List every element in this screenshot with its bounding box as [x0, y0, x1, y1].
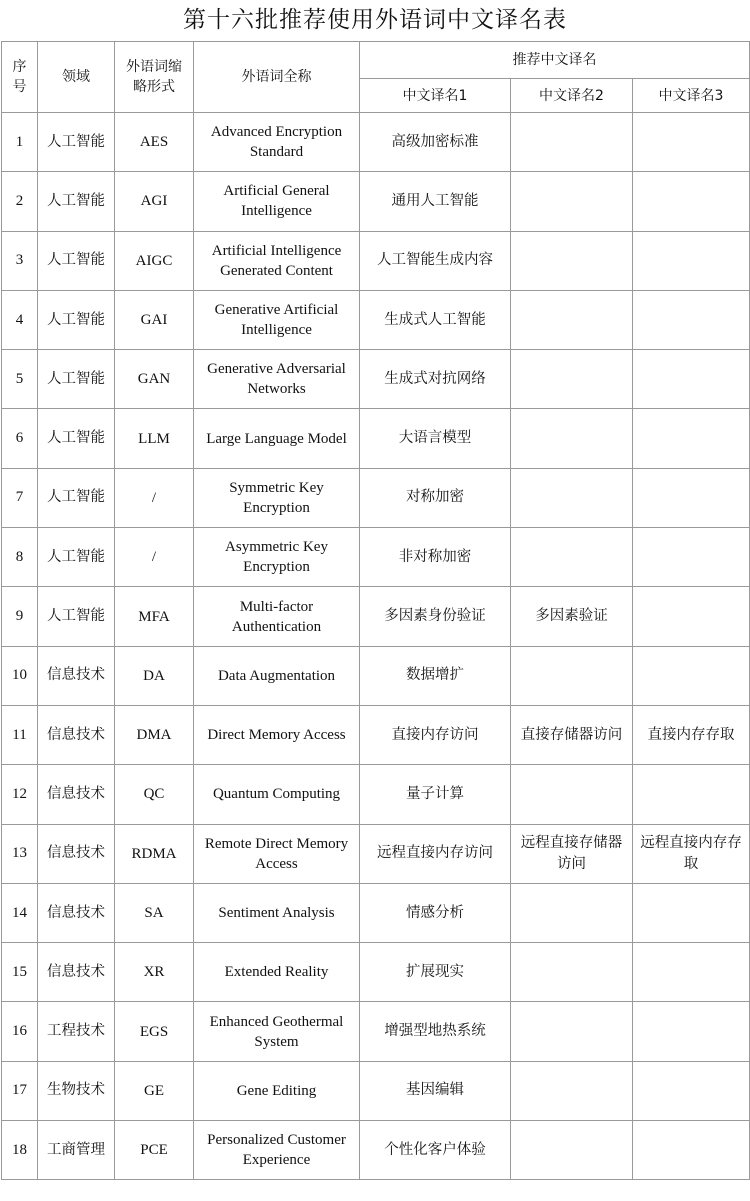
table-row: [2, 943, 750, 1002]
cell-full-name: Symmetric Key Encryption: [194, 468, 360, 527]
cell-zh1: 个性化客户体验: [360, 1121, 511, 1180]
cell-index: 8: [2, 528, 38, 587]
cell-index: 11: [2, 705, 38, 764]
header-index: [2, 42, 38, 113]
table-row: [2, 646, 750, 705]
cell-full-name: Quantum Computing: [194, 765, 360, 824]
cell-index: 17: [2, 1061, 38, 1120]
cell-zh1: 量子计算: [360, 765, 511, 824]
cell-domain: 信息技术: [38, 705, 115, 764]
cell-zh1: 大语言模型: [360, 409, 511, 468]
header-recommended-group: 推荐中文译名: [360, 42, 750, 79]
cell-abbr: AIGC: [115, 231, 194, 290]
cell-full-name: Personalized Customer Experience: [194, 1121, 360, 1180]
cell-zh3: [633, 883, 750, 942]
cell-abbr: AGI: [115, 172, 194, 231]
cell-index: 12: [2, 765, 38, 824]
cell-full-name: Extended Reality: [194, 943, 360, 1002]
cell-domain: 信息技术: [38, 765, 115, 824]
cell-zh1: 基因编辑: [360, 1061, 511, 1120]
cell-index: 14: [2, 883, 38, 942]
cell-domain: 工程技术: [38, 1002, 115, 1061]
cell-abbr: GE: [115, 1061, 194, 1120]
cell-zh3: 远程直接内存存取: [633, 824, 750, 883]
cell-domain: 人工智能: [38, 409, 115, 468]
cell-zh1: 扩展现实: [360, 943, 511, 1002]
cell-zh1: 人工智能生成内容: [360, 231, 511, 290]
cell-zh2: [511, 231, 633, 290]
table-body: [2, 113, 750, 1180]
cell-zh3: [633, 943, 750, 1002]
table-row: [2, 409, 750, 468]
cell-abbr: DA: [115, 646, 194, 705]
cell-full-name: Data Augmentation: [194, 646, 360, 705]
cell-zh3: [633, 290, 750, 349]
cell-index: 7: [2, 468, 38, 527]
cell-abbr: /: [115, 468, 194, 527]
cell-index: 15: [2, 943, 38, 1002]
cell-zh3: [633, 646, 750, 705]
table-row: [2, 587, 750, 646]
cell-index: 9: [2, 587, 38, 646]
cell-zh2: [511, 350, 633, 409]
cell-abbr: RDMA: [115, 824, 194, 883]
table-row: [2, 468, 750, 527]
cell-full-name: Large Language Model: [194, 409, 360, 468]
table-row: [2, 705, 750, 764]
cell-domain: 人工智能: [38, 113, 115, 172]
cell-zh3: [633, 231, 750, 290]
table-row: [2, 231, 750, 290]
cell-zh2: [511, 113, 633, 172]
cell-zh1: 生成式对抗网络: [360, 350, 511, 409]
cell-zh1: 数据增扩: [360, 646, 511, 705]
cell-zh2: [511, 468, 633, 527]
cell-domain: 人工智能: [38, 290, 115, 349]
table-row: [2, 824, 750, 883]
cell-zh1: 对称加密: [360, 468, 511, 527]
cell-zh1: 情感分析: [360, 883, 511, 942]
cell-abbr: MFA: [115, 587, 194, 646]
header-zh3: 中文译名3: [633, 79, 750, 113]
cell-zh2: [511, 646, 633, 705]
cell-domain: 人工智能: [38, 231, 115, 290]
cell-full-name: Multi-factor Authentication: [194, 587, 360, 646]
cell-full-name: Gene Editing: [194, 1061, 360, 1120]
table-row: [2, 290, 750, 349]
cell-abbr: GAN: [115, 350, 194, 409]
cell-index: 16: [2, 1002, 38, 1061]
cell-domain: 人工智能: [38, 172, 115, 231]
cell-full-name: Remote Direct Memory Access: [194, 824, 360, 883]
cell-zh3: [633, 1061, 750, 1120]
cell-zh2: [511, 1002, 633, 1061]
header-index-label: 序号: [12, 59, 27, 95]
cell-zh3: 直接内存存取: [633, 705, 750, 764]
table-row: [2, 528, 750, 587]
cell-zh2: [511, 1121, 633, 1180]
cell-zh2: [511, 528, 633, 587]
cell-domain: 信息技术: [38, 943, 115, 1002]
terms-table: [1, 41, 750, 1180]
cell-abbr: AES: [115, 113, 194, 172]
cell-index: 5: [2, 350, 38, 409]
cell-domain: 人工智能: [38, 528, 115, 587]
cell-domain: 生物技术: [38, 1061, 115, 1120]
cell-abbr: PCE: [115, 1121, 194, 1180]
cell-zh3: [633, 1002, 750, 1061]
cell-index: 3: [2, 231, 38, 290]
cell-zh1: 高级加密标准: [360, 113, 511, 172]
cell-zh3: [633, 409, 750, 468]
cell-zh3: [633, 113, 750, 172]
cell-domain: 信息技术: [38, 883, 115, 942]
header-full-name: 外语词全称: [194, 42, 360, 113]
cell-zh1: 直接内存访问: [360, 705, 511, 764]
cell-full-name: Artificial Intelligence Generated Content: [194, 231, 360, 290]
cell-abbr: /: [115, 528, 194, 587]
cell-index: 13: [2, 824, 38, 883]
cell-zh2: [511, 172, 633, 231]
cell-zh1: 生成式人工智能: [360, 290, 511, 349]
cell-zh3: [633, 172, 750, 231]
table-row: [2, 883, 750, 942]
cell-index: 10: [2, 646, 38, 705]
cell-index: 1: [2, 113, 38, 172]
cell-index: 18: [2, 1121, 38, 1180]
cell-full-name: Direct Memory Access: [194, 705, 360, 764]
cell-zh3: [633, 1121, 750, 1180]
cell-abbr: EGS: [115, 1002, 194, 1061]
header-zh1: 中文译名1: [360, 79, 511, 113]
cell-full-name: Asymmetric Key Encryption: [194, 528, 360, 587]
cell-zh2: 多因素验证: [511, 587, 633, 646]
cell-zh3: [633, 765, 750, 824]
cell-zh3: [633, 350, 750, 409]
cell-domain: 人工智能: [38, 350, 115, 409]
cell-zh1: 通用人工智能: [360, 172, 511, 231]
cell-zh1: 增强型地热系统: [360, 1002, 511, 1061]
cell-abbr: XR: [115, 943, 194, 1002]
cell-domain: 信息技术: [38, 646, 115, 705]
header-domain: 领域: [38, 42, 115, 113]
cell-abbr: SA: [115, 883, 194, 942]
table-row: [2, 172, 750, 231]
header-zh2: 中文译名2: [511, 79, 633, 113]
cell-index: 2: [2, 172, 38, 231]
cell-zh2: [511, 883, 633, 942]
cell-abbr: DMA: [115, 705, 194, 764]
cell-index: 6: [2, 409, 38, 468]
cell-abbr: GAI: [115, 290, 194, 349]
cell-full-name: Artificial General Intelligence: [194, 172, 360, 231]
cell-zh1: 多因素身份验证: [360, 587, 511, 646]
cell-index: 4: [2, 290, 38, 349]
cell-domain: 工商管理: [38, 1121, 115, 1180]
cell-zh2: [511, 1061, 633, 1120]
cell-domain: 人工智能: [38, 468, 115, 527]
cell-zh2: [511, 765, 633, 824]
cell-zh2: 直接存储器访问: [511, 705, 633, 764]
header-abbr: [115, 42, 194, 113]
cell-domain: 信息技术: [38, 824, 115, 883]
header-abbr-label: 外语词缩略形式: [126, 59, 182, 95]
cell-zh1: 非对称加密: [360, 528, 511, 587]
cell-abbr: LLM: [115, 409, 194, 468]
cell-full-name: Enhanced Geothermal System: [194, 1002, 360, 1061]
cell-full-name: Sentiment Analysis: [194, 883, 360, 942]
table-row: [2, 1121, 750, 1180]
cell-abbr: QC: [115, 765, 194, 824]
page-title: 第十六批推荐使用外语词中文译名表: [183, 7, 567, 33]
cell-zh1: 远程直接内存访问: [360, 824, 511, 883]
cell-zh3: [633, 587, 750, 646]
cell-zh3: [633, 528, 750, 587]
cell-zh2: [511, 290, 633, 349]
table-row: [2, 113, 750, 172]
cell-zh3: [633, 468, 750, 527]
cell-zh2: [511, 943, 633, 1002]
table-row: [2, 1002, 750, 1061]
table-row: [2, 1061, 750, 1120]
cell-full-name: Advanced Encryption Standard: [194, 113, 360, 172]
cell-zh2: [511, 409, 633, 468]
cell-full-name: Generative Artificial Intelligence: [194, 290, 360, 349]
cell-zh2: 远程直接存储器访问: [511, 824, 633, 883]
table-row: [2, 350, 750, 409]
table-row: [2, 765, 750, 824]
cell-full-name: Generative Adversarial Networks: [194, 350, 360, 409]
cell-domain: 人工智能: [38, 587, 115, 646]
